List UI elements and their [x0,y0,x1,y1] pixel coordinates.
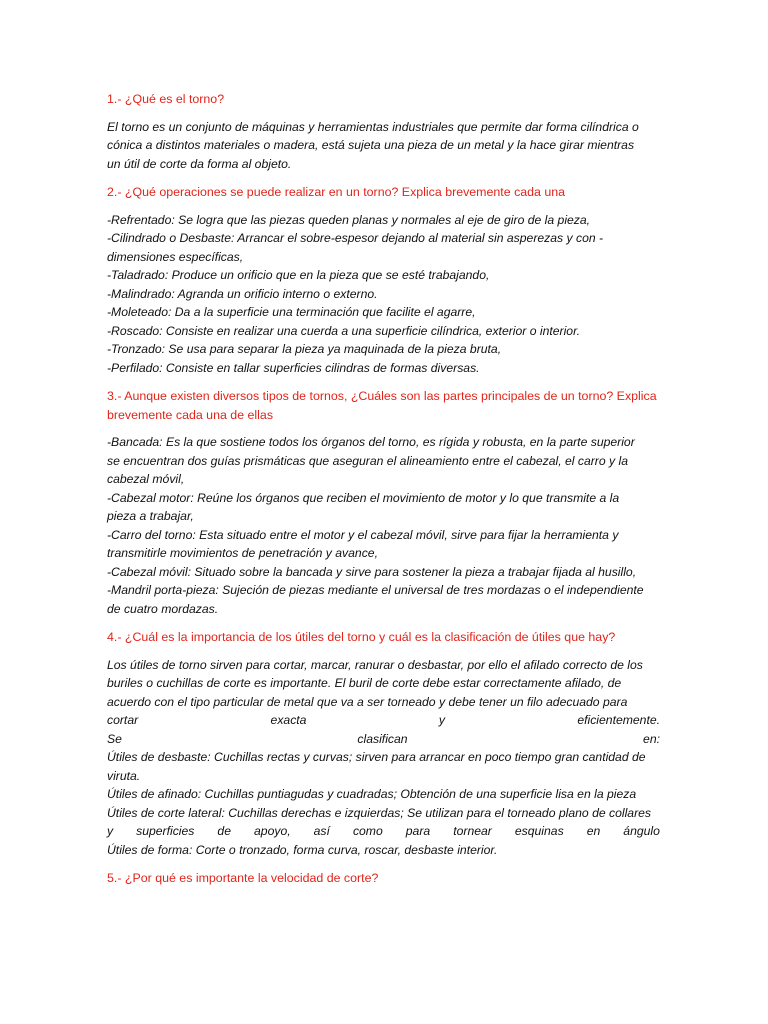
word: para [405,824,431,838]
word: cortar [107,713,139,727]
word: en [586,824,601,838]
operation-taladrado: -Taladrado: Produce un orificio que en la pieza que se esté trabajando, [107,268,490,282]
part-cabezal-movil: -Cabezal móvil: Situado sobre la bancada y sirve para sostener la pieza a trabajar fijada al husillo, [107,564,637,579]
answer-1 [107,118,660,174]
part-carro-cont: transmitirle movimientos de penetración y avance, [107,546,378,560]
answer-4 [107,656,660,860]
part-cabezal-motor: -Cabezal motor: Reúne los órganos que reciben el movimiento de motor y lo que transmite a la [107,490,620,505]
part-cabezal-motor-cont: pieza a trabajar, [107,509,194,523]
operation-perfilado: -Perfilado: Consiste en tallar superficies cilindras de formas diversas. [107,360,480,375]
operation-cilindrado-cont: dimensiones específicas, [107,249,244,264]
operation-roscado: -Roscado: Consiste en realizar una cuerda a una superficie cilíndrica, exterior o interior. [107,323,581,338]
question-3-line: 3.- Aunque existen diversos tipos de tornos, ¿Cuáles son las partes principales de un torno? Explica [107,389,657,403]
word: eficientemente. [577,713,660,727]
word: ángulo [623,824,660,838]
word: como [352,824,383,838]
word: esquinas [514,824,564,838]
answer-4-line: acuerdo con el tipo particular de metal que va a ser torneado y debe tener un filo adecuado para [107,694,628,709]
word: y [438,713,445,727]
operation-tronzado: -Tronzado: Se usa para separar la pieza ya maquinada de la pieza bruta, [107,342,502,356]
answer-1-line: cónica a distintos materiales o madera, está sujeta una pieza de un metal y la hace girar mientras [107,138,635,152]
operation-refrentado: -Refrentado: Se logra que las piezas queden planas y normales al eje de giro de la pieza, [107,212,591,227]
word: así [313,824,330,838]
word: exacta [270,713,307,727]
question-3-line: brevemente cada una de ellas [107,407,274,422]
answer-4-line: Los útiles de torno sirven para cortar, marcar, ranurar o desbastar, por ello el afilado correcto de los [107,657,643,672]
answer-2 [107,211,660,378]
tool-desbaste-cont: viruta. [107,768,141,783]
justified-line [107,822,660,841]
part-bancada: -Bancada: Es la que sostiene todos los órganos del torno, es rígida y robusta, en la parte superior [107,435,635,449]
answer-3 [107,433,660,618]
word: en: [643,731,660,746]
justified-line [107,730,660,749]
tool-desbaste: Útiles de desbaste: Cuchillas rectas y curvas; sirven para arrancar en poco tiempo gran cantidad de [107,750,646,764]
word: Se [107,731,122,746]
word: de [217,824,231,838]
part-mandril: -Mandril porta-pieza: Sujeción de piezas mediante el universal de tres mordazas o el independiente [107,583,644,597]
question-4: 4.- ¿Cuál es la importancia de los útiles del torno y cuál es la clasificación de útiles que hay? [107,630,616,644]
word: tornear [453,824,492,838]
part-bancada-cont: se encuentran dos guías prismáticas que aseguran el alineamiento entre el cabezal, el carro y la [107,453,628,468]
word: clasifican [357,731,408,746]
question-5: 5.- ¿Por qué es importante la velocidad de corte? [107,871,379,885]
question-3 [107,387,660,424]
question-2: 2.- ¿Qué operaciones se puede realizar en un torno? Explica brevemente cada una [107,185,566,199]
operation-cilindrado: -Cilindrado o Desbaste: Arrancar el sobre-espesor dejando al material sin asperezas y con - [107,231,604,245]
part-bancada-cont: cabezal móvil, [107,472,185,486]
answer-4-line: buriles o cuchillas de corte es importante. El buril de corte debe estar correctamente afilado, de [107,676,622,690]
part-carro: -Carro del torno: Esta situado entre el motor y el cabezal móvil, sirve para fijar la herramienta y [107,527,619,542]
operation-malindrado: -Malindrado: Agranda un orificio interno o externo. [107,286,378,301]
word: y [107,824,114,838]
answer-1-line: un útil de corte da forma al objeto. [107,156,292,171]
operation-moleteado: -Moleteado: Da a la superficie una terminación que facilite el agarre, [107,305,476,319]
answer-1-line: El torno es un conjunto de máquinas y herramientas industriales que permite dar forma cilíndrica o [107,119,639,134]
word: apoyo, [254,824,291,838]
tool-forma: Útiles de forma: Corte o tronzado, forma curva, roscar, desbaste interior. [107,842,498,857]
tool-afinado: Útiles de afinado: Cuchillas puntiagudas y cuadradas; Obtención de una superficie lisa en la pieza [107,787,637,801]
justified-line [107,711,660,730]
tool-corte-lateral: Útiles de corte lateral: Cuchillas derechas e izquierdas; Se utilizan para el torneado plano de collares [107,805,652,820]
part-mandril-cont: de cuatro mordazas. [107,601,219,616]
question-1: 1.- ¿Qué es el torno? [107,92,225,106]
word: superficies [136,824,195,838]
